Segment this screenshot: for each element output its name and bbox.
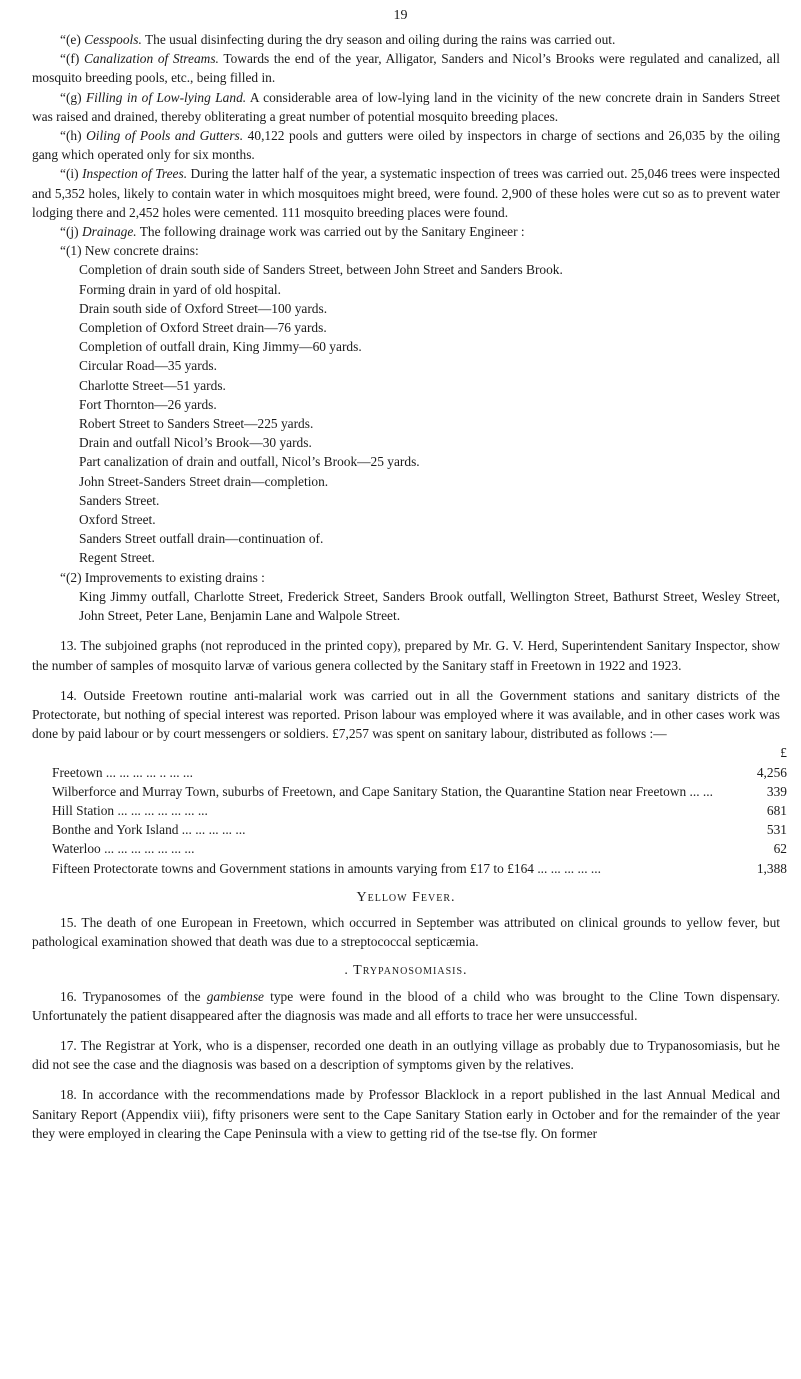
list-item: John Street-Sanders Street drain—completion. bbox=[79, 473, 329, 489]
list-item: Drain south side of Oxford Street—100 yards. bbox=[79, 300, 328, 316]
list-item: Circular Road—35 yards. bbox=[79, 358, 217, 374]
improvements-heading: “(2) Improvements to existing drains : bbox=[60, 569, 265, 585]
list-item: Robert Street to Sanders Street—225 yards. bbox=[79, 416, 314, 432]
table-row: Freetown ... ... ... ... .. ... ... 4,256 bbox=[52, 764, 787, 780]
list-item: Fort Thornton—26 yards. bbox=[79, 396, 217, 412]
list-item: Drain and outfall Nicol’s Brook—30 yards. bbox=[79, 435, 312, 451]
heading-yellow-fever: Yellow Fever. bbox=[356, 889, 456, 905]
page-number: 19 bbox=[393, 8, 408, 23]
paragraph-13: 13. The subjoined graphs (not reproduced in the printed copy), prepared by Mr. G. V. Herd, Superintendent Sanitary Inspector, show the number of samples of mosquito larvæ of various genera collected by the Sanitary staff in Freetown in 1922 and 1923. bbox=[32, 638, 780, 673]
new-drains-list bbox=[32, 260, 780, 567]
currency-header: £ bbox=[780, 745, 787, 761]
paragraph-trees: “(i) Inspection of Trees. During the latter half of the year, a systematic inspection of trees was carried out. 25,046 trees were inspected and 5,352 holes, likely to contain water in which mosquitoes might breed, were found. 2,900 of these holes were cut so as to prevent water lodging there and 2,452 holes were cemented. 111 mosquito breeding places were found. bbox=[32, 166, 780, 220]
paragraph-canalization: “(f) Canalization of Streams. Towards the end of the year, Alligator, Sanders and Nicol’s Brooks were regulated and canalized, all mosquito breeding pools, etc., being filled in. bbox=[32, 51, 781, 86]
table-row: Hill Station ... ... ... ... ... ... ... 681 bbox=[52, 802, 787, 818]
list-item: Regent Street. bbox=[79, 550, 155, 566]
list-item: Oxford Street. bbox=[79, 512, 156, 528]
paragraph-cesspools: “(e) Cesspools. The usual disinfecting during the dry season and oiling during the rains was carried out. bbox=[60, 32, 616, 47]
table-row: Fifteen Protectorate towns and Government stations in amounts varying from £17 to £164 ... ... ... ... ... 1,388 bbox=[52, 860, 787, 876]
heading-trypanosomiasis: . Trypanosomiasis. bbox=[344, 963, 468, 979]
list-item: Completion of drain south side of Sanders Street, between John Street and Sanders Brook. bbox=[79, 262, 563, 278]
paragraph-17: 17. The Registrar at York, who is a dispenser, recorded one death in an outlying village as probably due to Trypanosomiasis, but he did not see the case and the diagnosis was based on a description of symptoms given by the relatives. bbox=[32, 1037, 780, 1073]
list-item: Completion of Oxford Street drain—76 yards. bbox=[79, 320, 327, 336]
paragraph-drainage: “(j) Drainage. The following drainage work was carried out by the Sanitary Engineer : bbox=[60, 224, 525, 240]
labour-expenditure-table bbox=[52, 743, 787, 877]
paragraph-14: 14. Outside Freetown routine anti-malarial work was carried out in all the Government stations and sanitary districts of the Protectorate, but nothing of special interest was reported. Prison labour was employed where it was available, and in other cases work was done by paid labour or by court messengers or soldiers. £7,257 was spent on sanitary labour, distributed as follows :— bbox=[32, 687, 780, 742]
list-item: Sanders Street. bbox=[79, 492, 160, 508]
new-drains-heading: “(1) New concrete drains: bbox=[60, 243, 199, 259]
paragraph-filling: “(g) Filling in of Low-lying Land. A considerable area of low-lying land in the vicinity of the new concrete drain in Sanders Street was raised and drained, thereby obliterating a great number of potential mosquito breeding places. bbox=[32, 89, 781, 124]
page-content bbox=[32, 30, 787, 1143]
improvements-text: King Jimmy outfall, Charlotte Street, Frederick Street, Sanders Brook outfall, Wellington Street, Bathurst Street, Wesley Street, John Street, Peter Lane, Benjamin Lane and Walpole Street. bbox=[79, 588, 780, 624]
table-row: Bonthe and York Island ... ... ... ... ... 531 bbox=[52, 822, 787, 838]
table-row: Waterloo ... ... ... ... ... ... ... 62 bbox=[52, 841, 787, 857]
table-row: Wilberforce and Murray Town, suburbs of Freetown, and Cape Sanitary Station, the Quarantine Station near Freetown ... ... 339 bbox=[52, 783, 787, 799]
paragraph-15: 15. The death of one European in Freetown, which occurred in September was attributed on clinical grounds to yellow fever, but pathological examination showed that death was due to a streptococcal septicæmia. bbox=[32, 914, 780, 950]
paragraph-oiling: “(h) Oiling of Pools and Gutters. 40,122 pools and gutters were oiled by inspectors in charge of sections and 26,035 by the oiling gang which operated only for six months. bbox=[32, 128, 780, 163]
list-item: Sanders Street outfall drain—continuation of. bbox=[79, 531, 324, 547]
list-item: Forming drain in yard of old hospital. bbox=[79, 281, 281, 297]
list-item: Part canalization of drain and outfall, Nicol’s Brook—25 yards. bbox=[79, 454, 420, 470]
paragraph-16: 16. Trypanosomes of the gambiense type were found in the blood of a child who was brought to the Cline Town dispensary. Unfortunately the patient disappeared after the diagnosis was made and all efforts to trace her were unsuccessful. bbox=[32, 988, 780, 1023]
list-item: Completion of outfall drain, King Jimmy—60 yards. bbox=[79, 339, 362, 355]
list-item: Charlotte Street—51 yards. bbox=[79, 377, 226, 393]
paragraph-18: 18. In accordance with the recommendations made by Professor Blacklock in a report published in the last Annual Medical and Sanitary Report (Appendix viii), fifty prisoners were sent to the Cape Sanitary Station early in October and for the remainder of the year they were employed in clearing the Cape Peninsula with a view to getting rid of the tse-tse fly. On former bbox=[32, 1087, 780, 1141]
